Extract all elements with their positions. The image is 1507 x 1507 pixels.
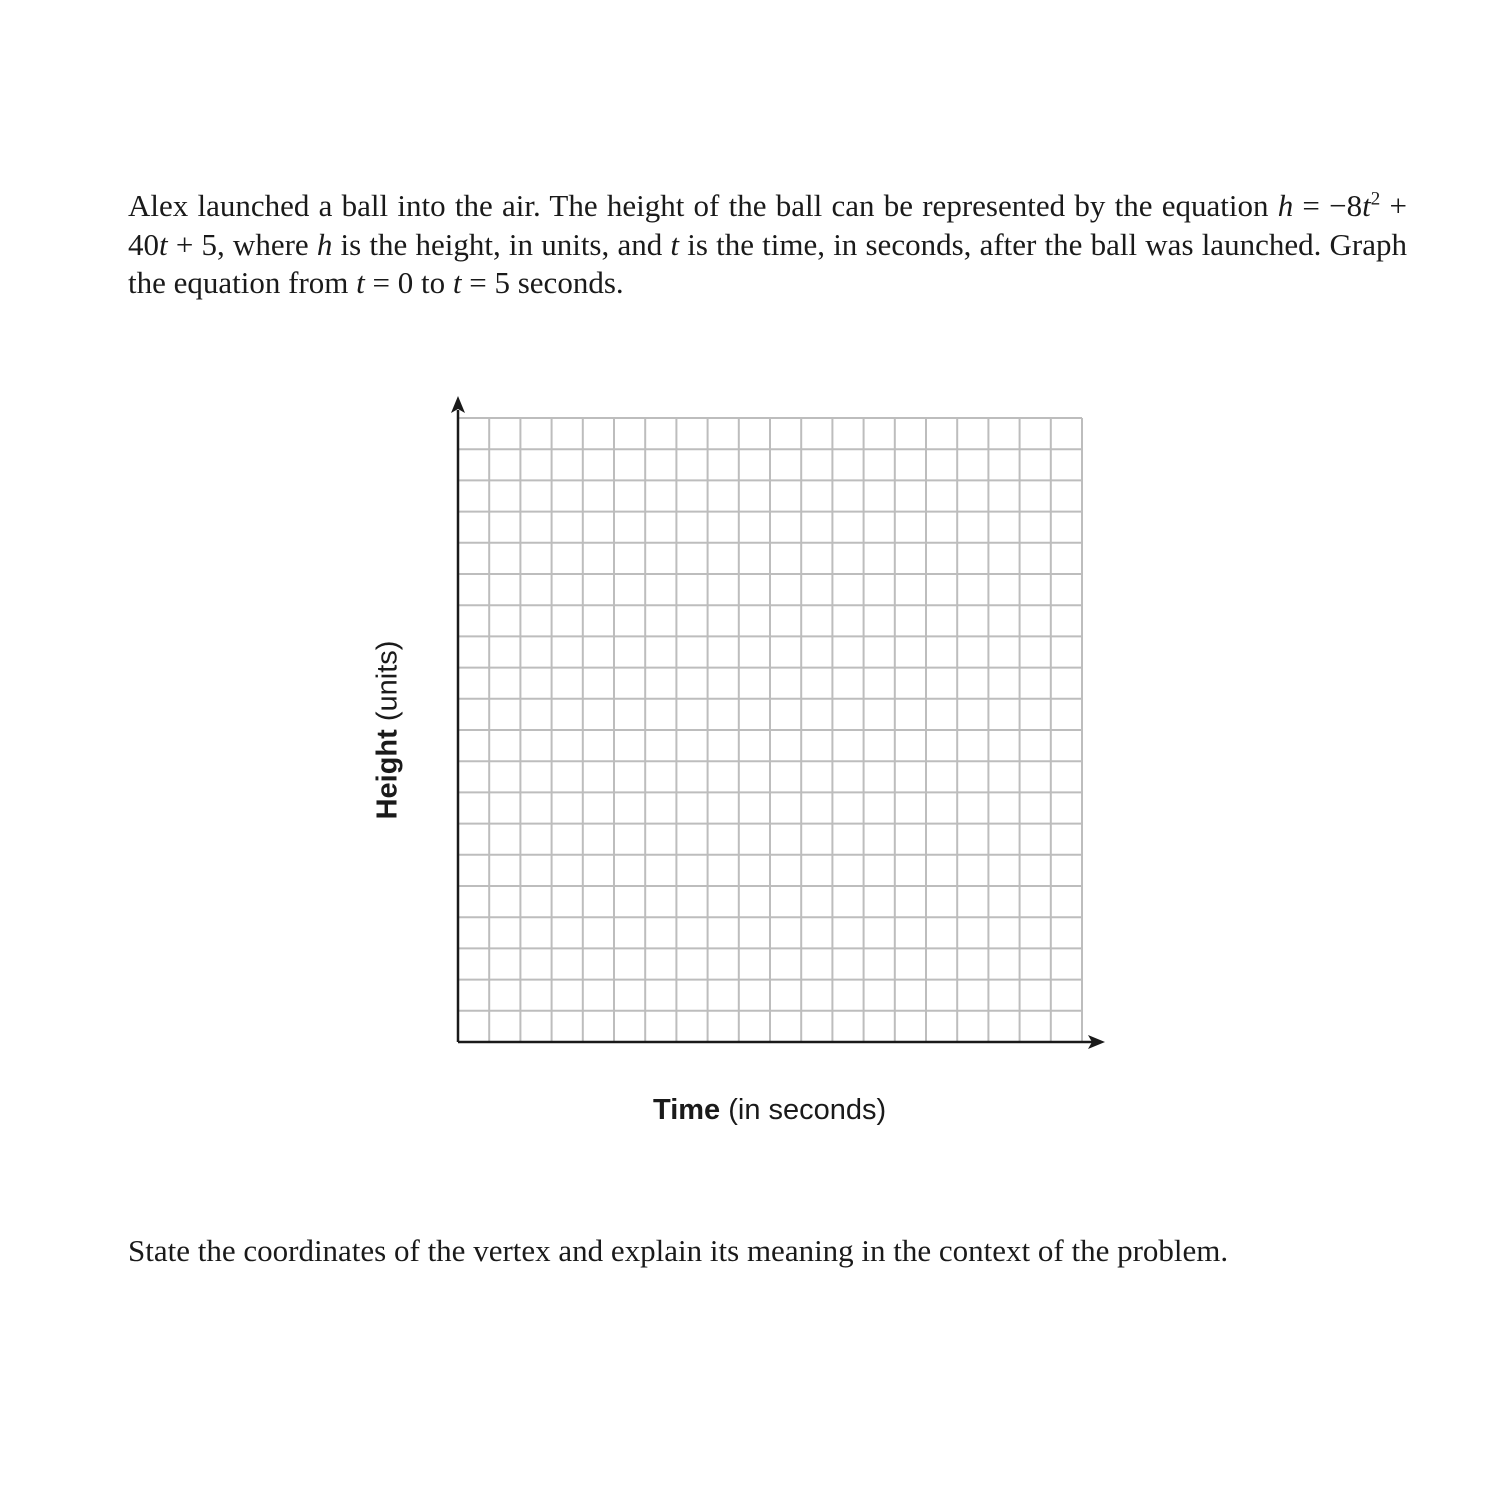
equation-variable-h: h xyxy=(1277,188,1294,223)
equation-variable-t2: t xyxy=(159,226,168,262)
equation-part2: + 40 xyxy=(128,188,1408,262)
equation-variable-t: t xyxy=(1362,188,1371,223)
problem-statement xyxy=(128,187,1407,303)
problem-text-part3: is the time, in seconds, after the ball was launched. Graph the equation from xyxy=(128,226,1407,300)
variable-h: h xyxy=(316,226,333,262)
y-axis-label-bold: Height xyxy=(371,729,404,820)
range-variable-t1: t xyxy=(356,265,365,300)
grid-lines xyxy=(458,418,1082,1042)
range-variable-t2: t xyxy=(452,265,462,300)
variable-t: t xyxy=(670,226,680,262)
x-axis-label-bold: Time xyxy=(653,1094,721,1126)
equation-exponent: 2 xyxy=(1370,188,1381,210)
x-axis-label-rest: (in seconds) xyxy=(720,1094,887,1126)
equation-part1: = −8 xyxy=(1293,188,1363,223)
problem-text-part2: is the height, in units, and xyxy=(332,226,671,262)
y-axis-arrowhead xyxy=(451,396,465,413)
range-part1: = 0 to xyxy=(364,265,453,300)
problem-text-part1: Alex launched a ball into the air. The height of the ball can be represented by the equation xyxy=(128,188,1278,223)
x-axis-label xyxy=(653,1094,886,1127)
x-axis-arrowhead xyxy=(1088,1035,1105,1049)
y-axis-label xyxy=(372,641,405,820)
range-part2: = 5 seconds. xyxy=(461,265,624,300)
equation-part3: + 5, where xyxy=(167,226,317,262)
question-statement: State the coordinates of the vertex and explain its meaning in the context of the problem. xyxy=(128,1233,1229,1268)
y-axis-label-rest: (units) xyxy=(371,640,404,730)
